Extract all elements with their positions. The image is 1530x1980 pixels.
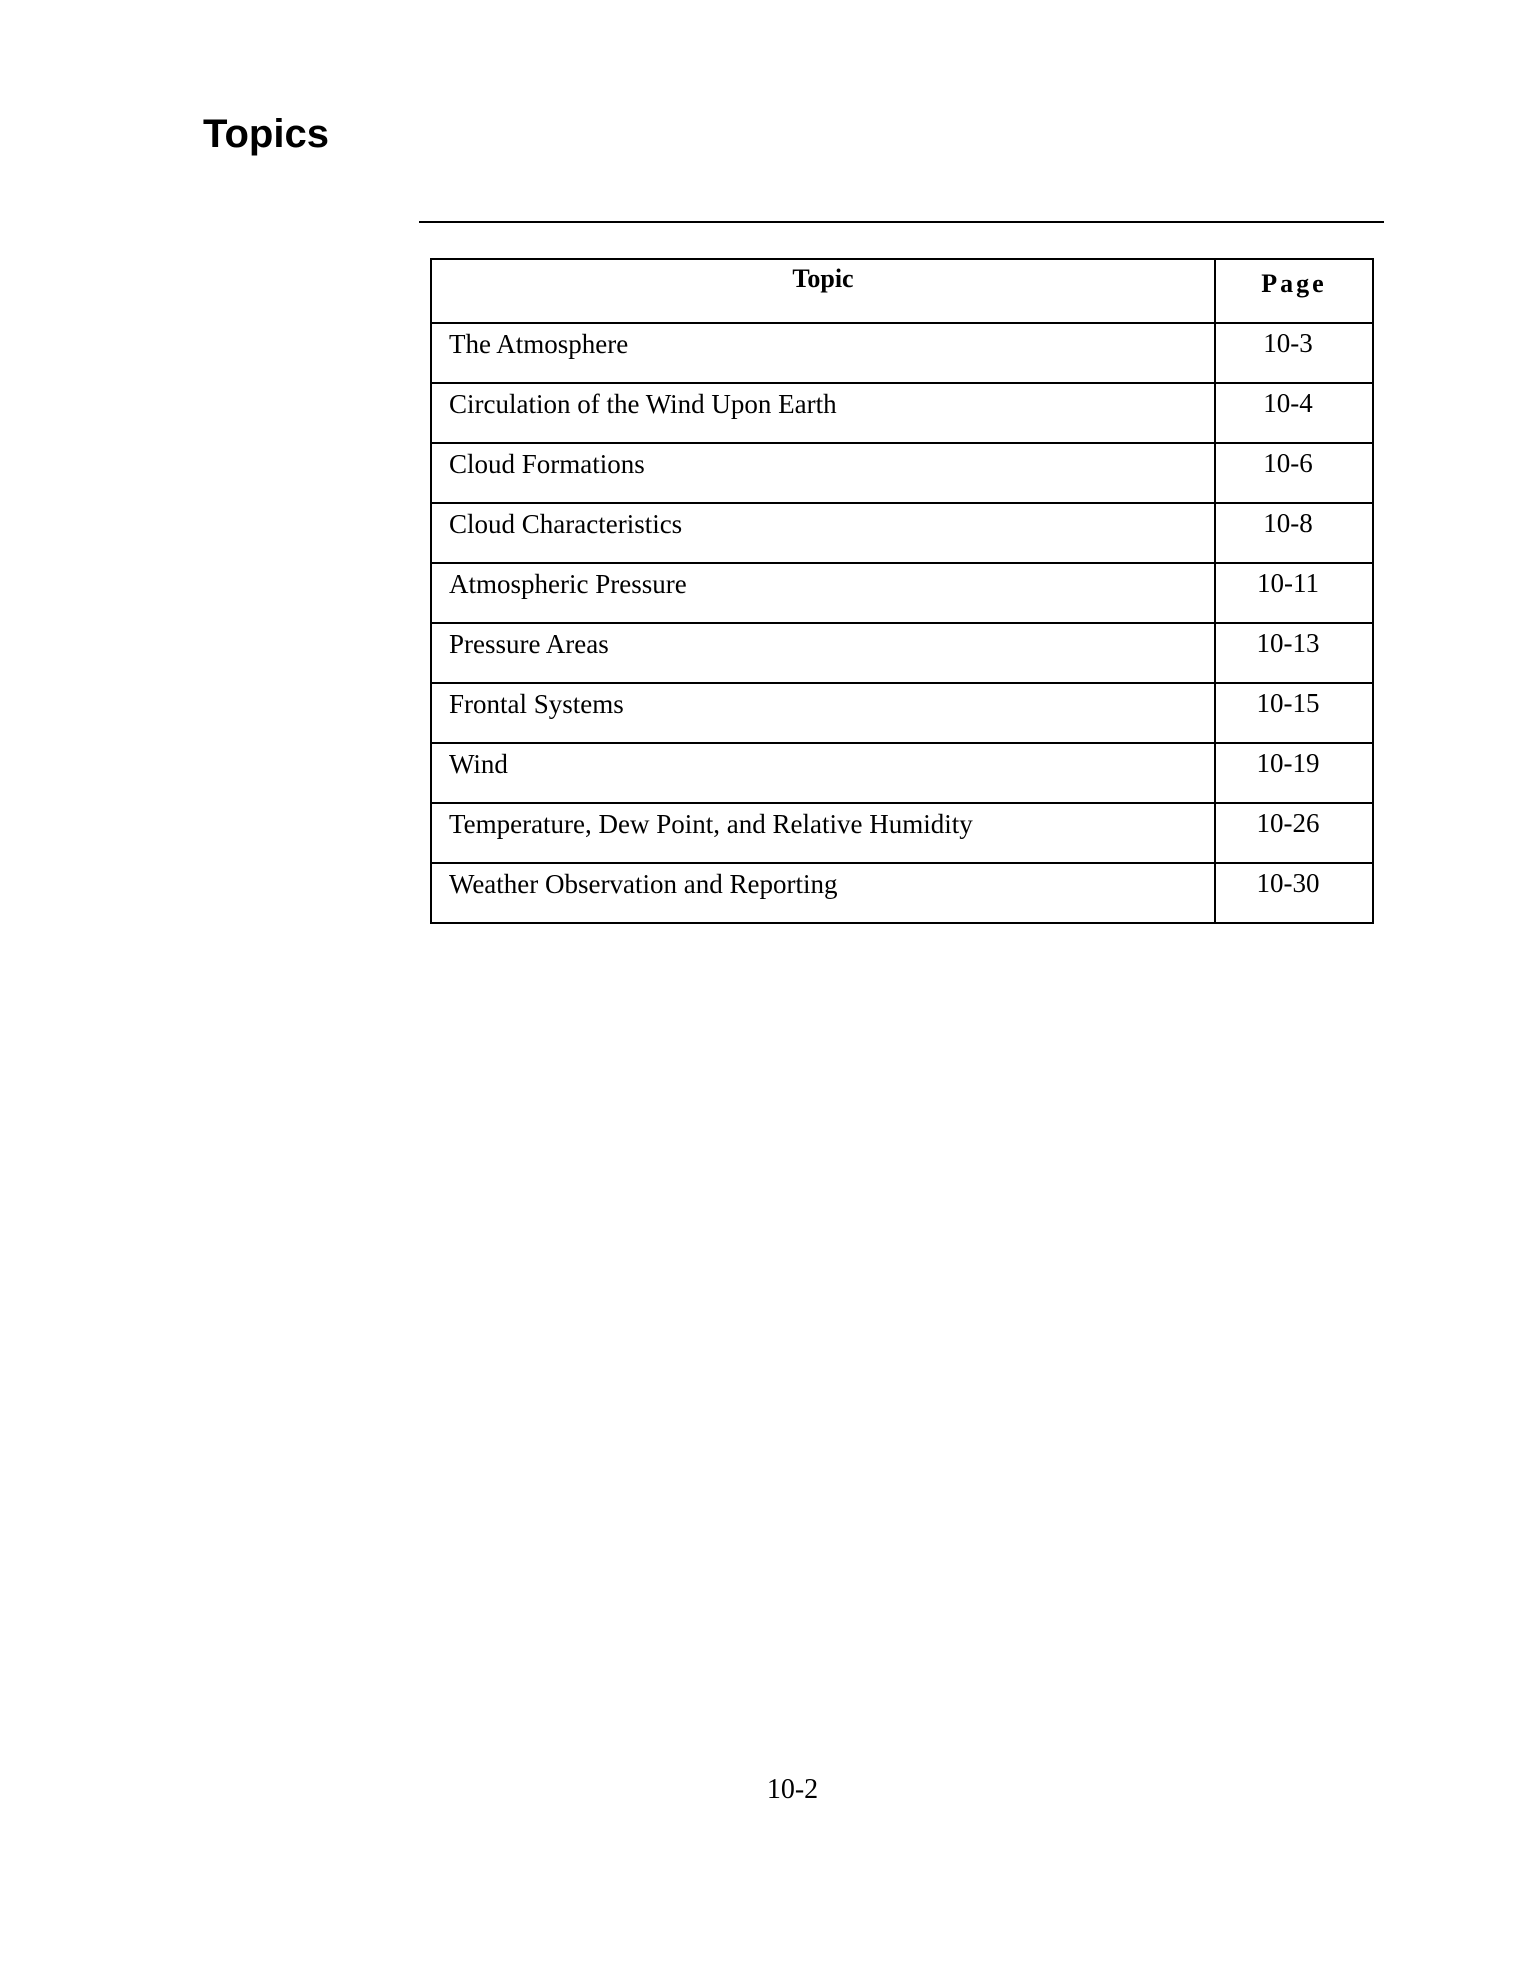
topic-cell: Weather Observation and Reporting (431, 863, 1215, 923)
topic-cell: Atmospheric Pressure (431, 563, 1215, 623)
table-row (431, 743, 1373, 803)
page-cell: 10-26 (1215, 803, 1373, 863)
page-cell: 10-6 (1215, 443, 1373, 503)
horizontal-rule (419, 221, 1384, 223)
topics-table (430, 258, 1374, 924)
topic-cell: The Atmosphere (431, 323, 1215, 383)
page-cell: 10-30 (1215, 863, 1373, 923)
table-row (431, 383, 1373, 443)
page-cell: 10-13 (1215, 623, 1373, 683)
topic-cell: Cloud Formations (431, 443, 1215, 503)
topic-cell: Wind (431, 743, 1215, 803)
page-number: 10-2 (766, 1774, 819, 1805)
page-cell: 10-8 (1215, 503, 1373, 563)
page-cell: 10-15 (1215, 683, 1373, 743)
topic-cell: Frontal Systems (431, 683, 1215, 743)
page-title: Topics (203, 112, 329, 156)
page-cell: 10-3 (1215, 323, 1373, 383)
table-row (431, 683, 1373, 743)
column-header-topic: Topic (431, 259, 1215, 323)
table-row (431, 443, 1373, 503)
column-header-page: Page (1215, 259, 1373, 323)
table-row (431, 323, 1373, 383)
page-cell: 10-4 (1215, 383, 1373, 443)
table-header-row (431, 259, 1373, 323)
page-cell: 10-19 (1215, 743, 1373, 803)
topic-cell: Circulation of the Wind Upon Earth (431, 383, 1215, 443)
table-row (431, 563, 1373, 623)
topic-cell: Cloud Characteristics (431, 503, 1215, 563)
table-row (431, 623, 1373, 683)
table-row (431, 503, 1373, 563)
table-row (431, 863, 1373, 923)
topic-cell: Temperature, Dew Point, and Relative Humidity (431, 803, 1215, 863)
page-cell: 10-11 (1215, 563, 1373, 623)
table-row (431, 803, 1373, 863)
topic-cell: Pressure Areas (431, 623, 1215, 683)
